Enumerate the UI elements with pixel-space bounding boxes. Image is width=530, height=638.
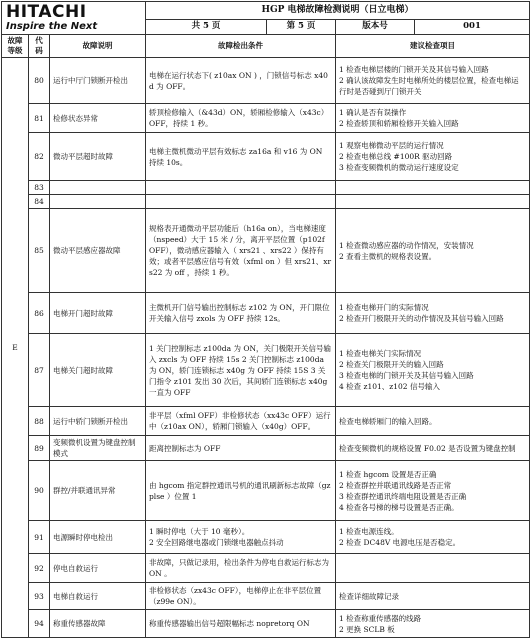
fault-code: 88 bbox=[29, 407, 50, 436]
advice-line: 2 检查关门极限开关的输入回路 bbox=[339, 360, 444, 369]
table-row bbox=[2, 583, 530, 610]
table-row bbox=[2, 436, 530, 461]
fault-condition bbox=[146, 181, 336, 195]
table-row bbox=[2, 610, 530, 638]
table-row bbox=[2, 521, 530, 554]
fault-advice bbox=[336, 461, 530, 521]
condition-line: 非检修状态（zx43c OFF），电梯停止在非平层位置（z99e ON）。 bbox=[149, 586, 322, 606]
fault-code: 90 bbox=[29, 461, 50, 521]
column-header-row bbox=[2, 35, 530, 58]
fault-code: 87 bbox=[29, 334, 50, 407]
logo-wordmark: HITACHI bbox=[6, 2, 87, 22]
version-number: 001 bbox=[463, 21, 481, 32]
document-title: HGP 电梯故障检测说明（日立电梯） bbox=[146, 2, 530, 20]
fault-code: 86 bbox=[29, 293, 50, 334]
fault-advice bbox=[336, 334, 530, 407]
advice-line: 1 检查 hgcom 设置是否正确 bbox=[339, 469, 437, 479]
version-label: 版本号 bbox=[336, 20, 415, 34]
condition-line: 距离控制标志为 OFF bbox=[149, 443, 221, 453]
advice-line: 2 检查开门极限开关的动作情况及其信号输入回路 bbox=[339, 314, 504, 323]
condition-line: 非平层（xfml OFF）非检修状态（xx43c OFF）运行中（z10ax ON），轿厢门锁输入（x40g）OFF。 bbox=[149, 411, 331, 431]
fault-condition bbox=[146, 407, 336, 436]
table-row bbox=[2, 181, 530, 195]
advice-line: 2 查看主微机的规格表设置。 bbox=[339, 251, 437, 261]
fault-description bbox=[50, 181, 146, 195]
fault-description: 微动平层超时故障 bbox=[50, 133, 146, 181]
fault-condition bbox=[146, 610, 336, 638]
fault-description: 群控/并联通讯异常 bbox=[50, 461, 146, 521]
logo-tagline: Inspire the Next bbox=[6, 21, 98, 32]
fault-condition bbox=[146, 583, 336, 610]
fault-advice bbox=[336, 610, 530, 638]
condition-line: 1 瞬时停电（大于 10 毫秒）。 bbox=[149, 527, 250, 536]
table-row bbox=[2, 461, 530, 521]
condition-line: 主微机开门信号输出控制标志 z102 为 ON，开门限位开关输入信号 zxols 为 OFF 持续 12s。 bbox=[149, 303, 330, 323]
condition-line: 2 安全回路继电器或门锁继电器触点抖动 bbox=[149, 538, 284, 547]
fault-condition bbox=[146, 293, 336, 334]
logo bbox=[2, 2, 146, 35]
col-header-desc: 故障说明 bbox=[50, 35, 146, 58]
advice-line: 2 检查电梯总线 #100R 驱动回路 bbox=[339, 152, 453, 161]
fault-condition bbox=[146, 133, 336, 181]
condition-line: 电梯在运行状态下( z10ax ON ) ，门锁信号标志 x40d 为 OFF。 bbox=[149, 70, 328, 91]
advice-line: 3 检查变频微机的微动运行速度设定 bbox=[339, 163, 459, 172]
page-number: 第 5 页 bbox=[286, 21, 316, 32]
condition-line: 电梯主微机微动平层有效标志 za16a 和 v16 为 ON 持续 10s。 bbox=[149, 146, 323, 167]
table-row bbox=[2, 554, 530, 583]
table-row bbox=[2, 334, 530, 407]
fault-level: E bbox=[2, 58, 29, 638]
table-row bbox=[2, 133, 530, 181]
fault-advice bbox=[336, 436, 530, 461]
advice-line: 3 检查电梯的门锁开关及其信号输入回路 bbox=[339, 371, 474, 380]
advice-line: 1 检查电梯层楼的门锁开关及其信号输入回路 bbox=[339, 65, 489, 74]
advice-line: 3 检查群控通讯终端电阻设置是否正确 bbox=[339, 491, 467, 501]
fault-description: 检修状态异常 bbox=[50, 104, 146, 133]
advice-line: 1 检查电源连线。 bbox=[339, 527, 399, 536]
advice-line: 2 更换 SCLB 板 bbox=[339, 624, 395, 634]
fault-description: 变频微机设置为键盘控制模式 bbox=[50, 436, 146, 461]
advice-line: 1 确认是否有误操作 bbox=[339, 108, 407, 117]
fault-description: 运行中轿门锁断开检出 bbox=[50, 407, 146, 436]
fault-description: 电梯关门超时故障 bbox=[50, 334, 146, 407]
condition-line: 1 关门控制标志 z100da 为 ON，关门极限开关信号输入 zxcls 为 OFF 持续 15s 2 关门控制标志 z100da 为 ON，轿门连锁标志 x40g 为 OFF 持续 15S 3 关门指令 z101 发出 30 次后，其间轿门连锁标志 x40g 一直为 OFF bbox=[149, 343, 332, 397]
advice-line: 检查详细故障记录 bbox=[339, 591, 399, 601]
fault-advice bbox=[336, 195, 530, 209]
fault-description: 运行中厅门锁断开检出 bbox=[50, 58, 146, 104]
fault-code: 85 bbox=[29, 209, 50, 293]
fault-condition bbox=[146, 521, 336, 554]
col-header-condition: 故障检出条件 bbox=[146, 35, 336, 58]
fault-code: 91 bbox=[29, 521, 50, 554]
fault-advice bbox=[336, 521, 530, 554]
fault-advice bbox=[336, 293, 530, 334]
advice-line: 2 检查轿顶和轿厢检修开关输入回路 bbox=[339, 119, 459, 128]
advice-line: 1 检查电梯关门实际情况 bbox=[339, 349, 422, 358]
table-row bbox=[2, 104, 530, 133]
fault-code: 84 bbox=[29, 195, 50, 209]
table-row bbox=[2, 209, 530, 293]
condition-line: 轿顶检修输入（&43d）ON，轿厢检修输入（x43c）OFF，持续 1 秒。 bbox=[149, 108, 329, 128]
table-row bbox=[2, 407, 530, 436]
table-row bbox=[2, 195, 530, 209]
fault-advice bbox=[336, 133, 530, 181]
fault-advice bbox=[336, 104, 530, 133]
advice-line: 检查电梯轿厢门的输入回路。 bbox=[339, 416, 437, 426]
fault-advice bbox=[336, 583, 530, 610]
advice-line: 2 确认该故障发生时电梯所处的楼层位置，检查电梯运行时是否碰到厅门锁开关 bbox=[339, 76, 519, 96]
header-row-title bbox=[2, 2, 530, 20]
fault-code: 92 bbox=[29, 554, 50, 583]
page-info bbox=[146, 19, 336, 34]
fault-description: 电梯开门超时故障 bbox=[50, 293, 146, 334]
advice-line: 1 检查微动感应器的动作情况，安装情况 bbox=[339, 240, 474, 250]
condition-line: 规格表开通微动平层功能后（h16a on），当电梯速度（nspeed）大于 15 米 / 分，离开平层位置（p102f OFF），微动感应器输入（ xrs21 、xrs22 ）保持有效；或者平层感应信号有效（xfml on ）但 xrs21、xrs22 为 off ，持续 1 秒。 bbox=[149, 224, 332, 277]
advice-line: 1 观察电梯微动平层的运行情况 bbox=[339, 141, 444, 150]
condition-line: 由 hgcom 指定群控通讯号机的通讯刷新标志故障（gzplse ）位置 1 bbox=[149, 480, 331, 501]
fault-condition bbox=[146, 58, 336, 104]
fault-code: 94 bbox=[29, 610, 50, 638]
col-header-level: 故障等级 bbox=[2, 35, 29, 58]
fault-description: 电源瞬时停电检出 bbox=[50, 521, 146, 554]
fault-condition bbox=[146, 554, 336, 583]
fault-description: 停电自救运行 bbox=[50, 554, 146, 583]
fault-condition bbox=[146, 436, 336, 461]
fault-condition bbox=[146, 104, 336, 133]
fault-advice bbox=[336, 181, 530, 195]
fault-description bbox=[50, 195, 146, 209]
advice-line: 2 检查群控并联通讯线路是否正常 bbox=[339, 480, 452, 490]
fault-advice bbox=[336, 209, 530, 293]
fault-table bbox=[1, 1, 530, 638]
fault-code: 83 bbox=[29, 181, 50, 195]
col-header-code: 代码 bbox=[29, 35, 50, 58]
fault-advice bbox=[336, 554, 530, 583]
advice-line: 4 检查 z101、z102 信号输入 bbox=[339, 382, 440, 391]
fault-code: 93 bbox=[29, 583, 50, 610]
fault-condition bbox=[146, 334, 336, 407]
fault-code: 82 bbox=[29, 133, 50, 181]
advice-line: 1 检查称重传感器的线路 bbox=[339, 613, 422, 623]
table-row bbox=[2, 58, 530, 104]
advice-line: 4 检查各号梯的梯号设置是否正确。 bbox=[339, 502, 459, 512]
fault-code: 81 bbox=[29, 104, 50, 133]
fault-description: 称重传感器故障 bbox=[50, 610, 146, 638]
fault-code: 80 bbox=[29, 58, 50, 104]
fault-description: 电梯自救运行 bbox=[50, 583, 146, 610]
advice-line: 检查变频微机的规格设置 F0.02 是否设置为键盘控制 bbox=[339, 443, 516, 453]
fault-description: 微动平层感应器故障 bbox=[50, 209, 146, 293]
fault-advice bbox=[336, 407, 530, 436]
version-info bbox=[336, 19, 530, 34]
table-row bbox=[2, 293, 530, 334]
condition-line: 称重传感器输出信号超限幅标志 nopretorq ON bbox=[149, 619, 310, 628]
fault-code: 89 bbox=[29, 436, 50, 461]
total-pages: 共 5 页 bbox=[146, 20, 267, 34]
fault-advice bbox=[336, 58, 530, 104]
col-header-advice: 建议检查项目 bbox=[336, 35, 530, 58]
advice-line: 2 检查 DC48V 电源电压是否稳定。 bbox=[339, 538, 461, 547]
advice-line: 1 检查电梯开门的实际情况 bbox=[339, 303, 429, 312]
fault-condition bbox=[146, 209, 336, 293]
condition-line: 非故障，只做记录用，检出条件为停电自救运行标志为 ON 。 bbox=[149, 558, 329, 578]
fault-condition bbox=[146, 195, 336, 209]
fault-condition bbox=[146, 461, 336, 521]
